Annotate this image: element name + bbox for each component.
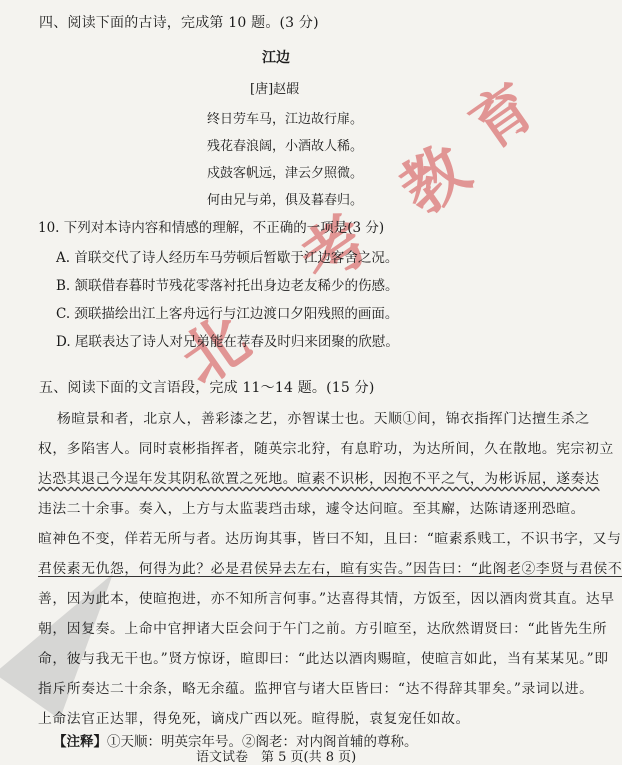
question-10-option-a: A. 首联交代了诗人经历车马劳顿后暂歇于江边客舍之况。 [56,250,399,266]
annotation-text: ①天顺：明英宗年号。②阁老：对内阁首辅的尊称。 [107,734,418,750]
section4-heading: 四、阅读下面的古诗，完成第 10 题。(3 分) [39,15,319,31]
watermark-char-1: 北 [168,302,263,400]
passage-line-underlined: 君侯素无仇怨，何得为此？必是君侯异去左右，暄有实告。”因告曰：“此阁老②李贤与君侯不 [38,561,622,577]
question-10-option-b: B. 颔联借春暮时节残花零落衬托出身边老友稀少的伤感。 [56,278,399,294]
watermark-char-4: 育 [458,71,548,163]
annotation-label: 【注释】 [53,734,107,750]
poem-title: 江边 [262,50,290,66]
passage-line: 暄神色不变，佯若无所与者。达历询其事，皆曰不知，且曰：“暄素系贱工，不识书字，又与 [38,531,622,547]
passage-line: 上命法官正达罪，得免死，谪戍广西以死。暄得脱，袁复宠任如故。 [38,711,470,727]
passage-line: 命，彼与我无干也。”贤方惊讶，暄即曰：“此达以酒肉赐暄，使暄言如此，当有某某见。”即 [38,651,609,667]
passage-line: 朝，因复奏。上命中官押诸大臣会问于午门之前。方引暄至，达欣然谓贤曰：“此皆先生所 [38,621,608,637]
passage-line: 指斥所奏达二十余条，略无余蕴。监押官与诸大臣皆曰：“达不得辞其罪矣。”录词以进。 [38,681,594,697]
poem-line-4: 何由兄与弟，俱及暮春归。 [207,193,364,208]
page-footer: 语文试卷 第 5 页(共 8 页) [196,750,357,765]
watermark-char-3: 教 [388,132,483,230]
section5-heading: 五、阅读下面的文言语段，完成 11～14 题。(15 分) [39,380,375,396]
passage-line: 善，因为此本，使暄抱进，亦不知所言何事。”达喜得其情，方饭至，因以酒肉赏其直。达早 [38,591,615,607]
question-10-option-d: D. 尾联表达了诗人对兄弟能在荐春及时归来团聚的欣慰。 [56,334,399,350]
poem-line-3: 戍鼓客帆远，津云夕照微。 [207,166,364,181]
passage-line-wavy: 达恐其退己今逞年发其阴私欲置之死地。暄素不识彬，因抱不平之气，为彬诉屈，遂奏达 [38,471,600,487]
poem-line-1: 终日劳车马，江边故行扉。 [207,112,364,127]
poem-line-2: 残花春浪阔，小酒故人稀。 [207,139,364,154]
watermark-char-2: 考 [288,202,383,300]
question-10-option-c: C. 颈联描绘出江上客舟远行与江边渡口夕阳残照的画面。 [56,306,399,322]
passage-line: 杨暄景和者，北京人，善彩漆之艺，亦智谋士也。天顺①间，锦衣指挥门达擅生杀之 [57,411,590,427]
question-10-stem: 10. 下列对本诗内容和情感的理解，不正确的一项是(3 分) [38,220,385,236]
passage-line: 权，多陷害人。同时袁彬指挥者，随英宗北狩，有息聍功，为达所间，久在散地。宪宗初立 [38,441,614,457]
poem-author: [唐]赵嘏 [250,82,300,97]
passage-line: 违法二十余事。奏入，上方与太监裴珰击球，遽令达问暄。至其廨，达陈请逐刑恐暄。 [38,501,586,517]
